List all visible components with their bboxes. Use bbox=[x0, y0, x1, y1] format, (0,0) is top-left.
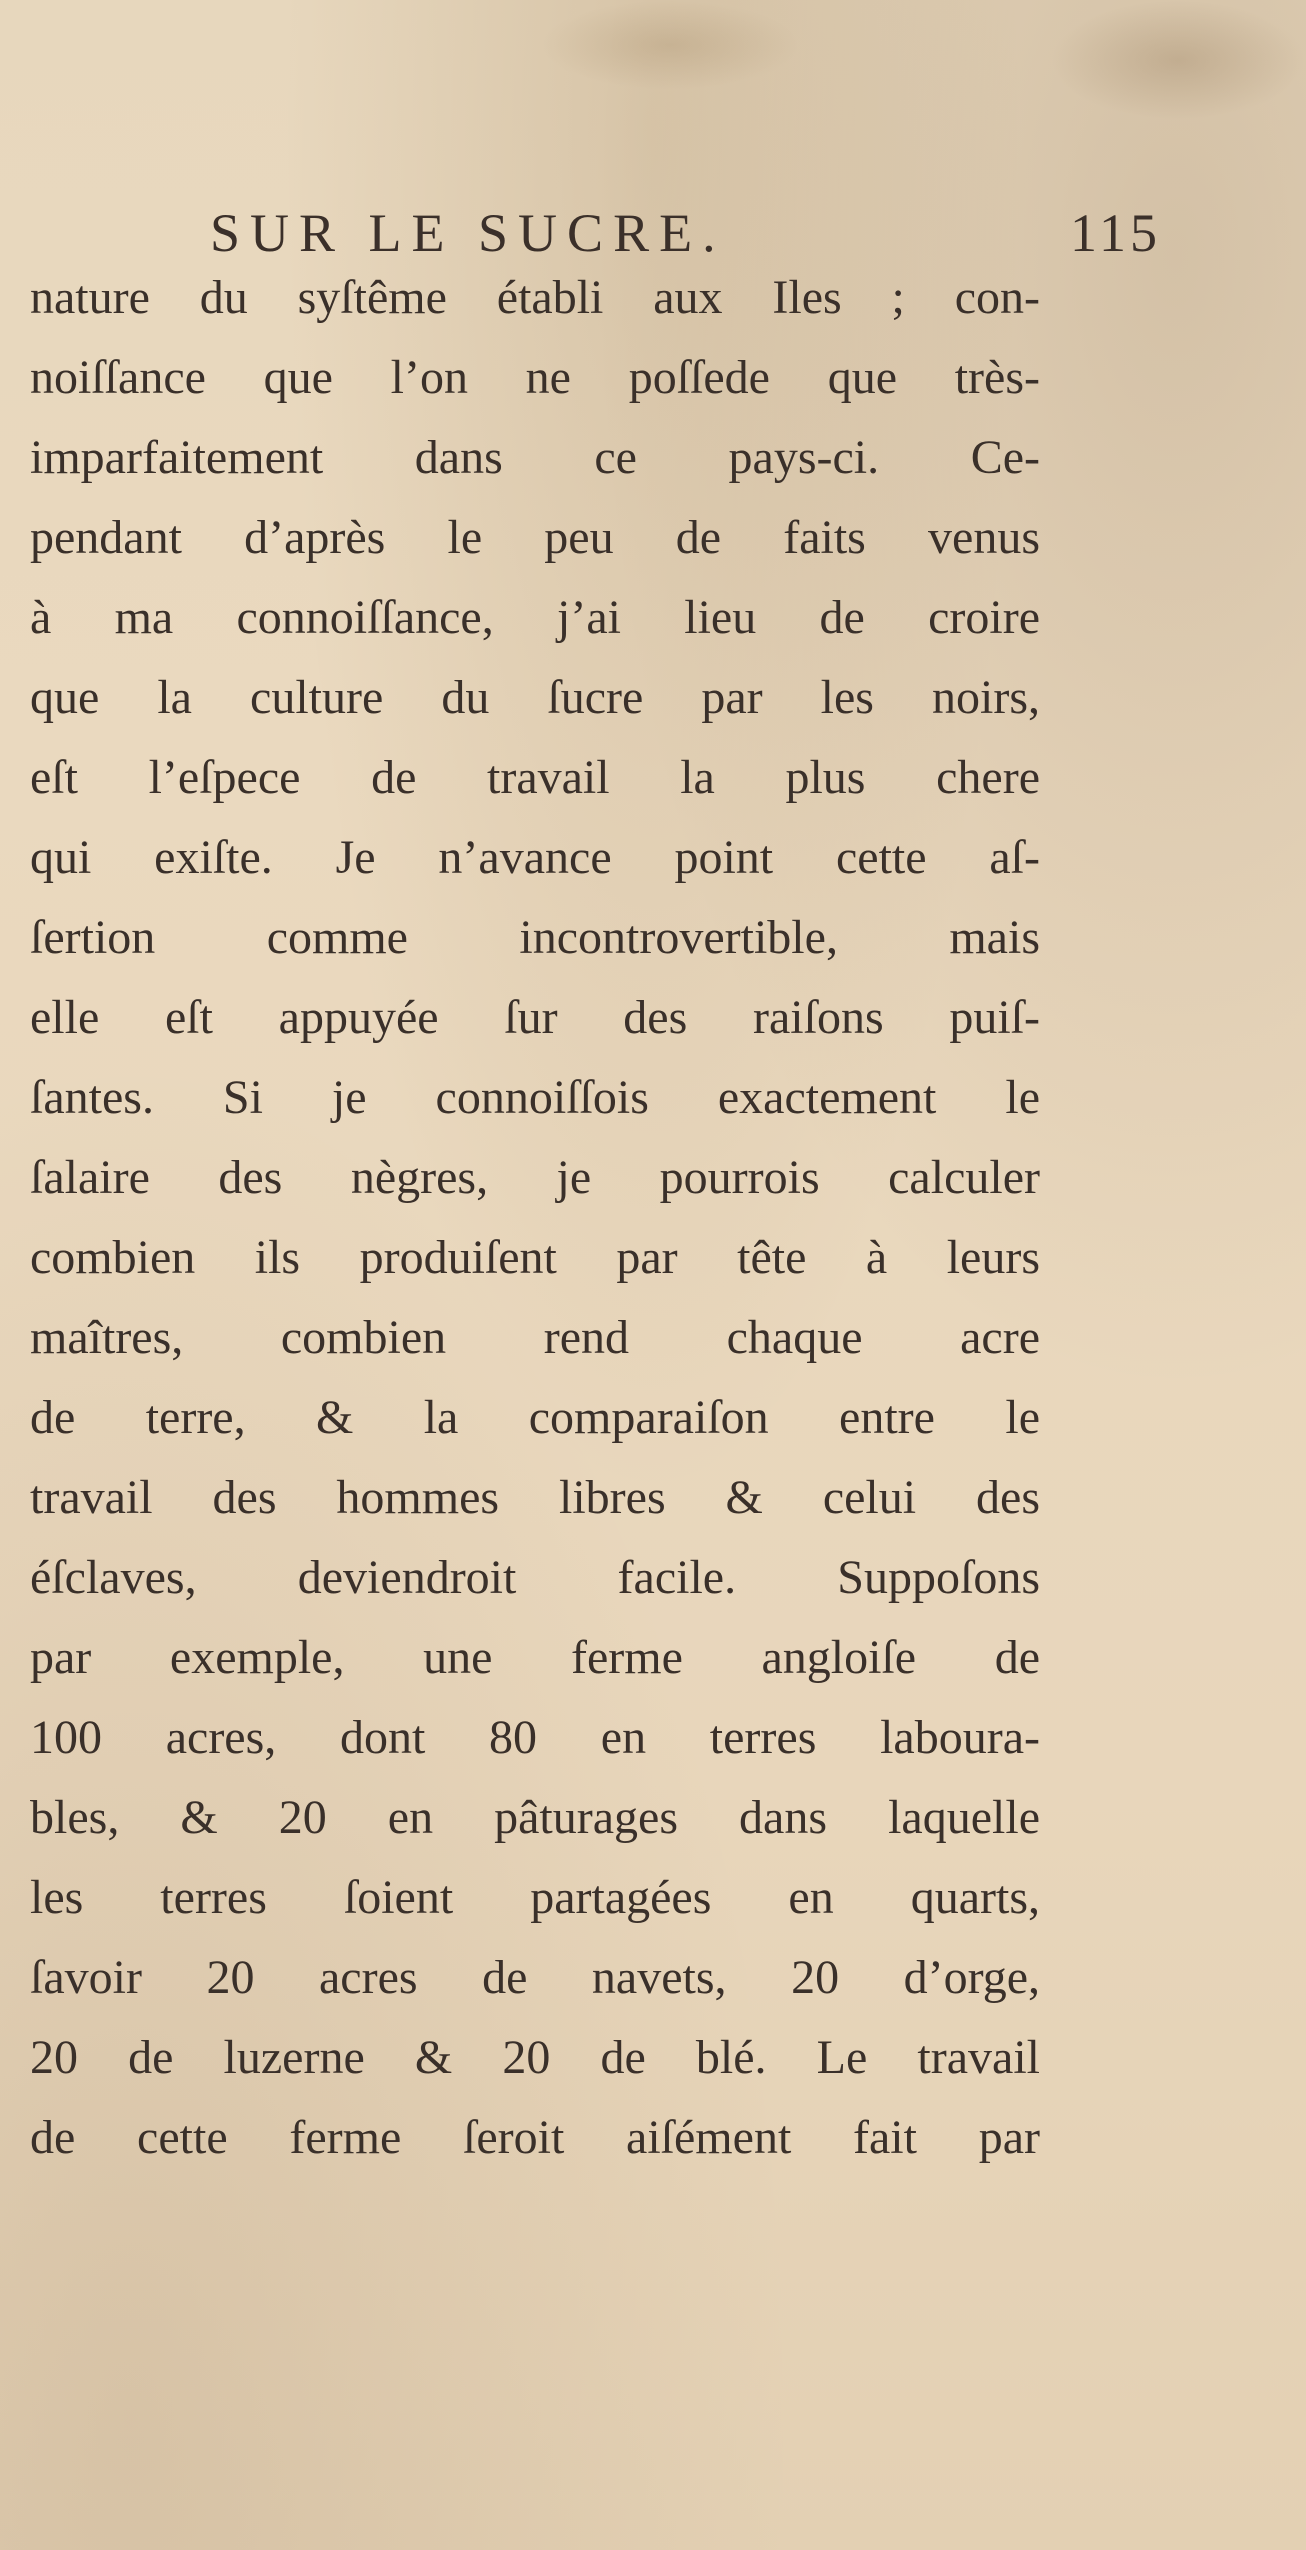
text-line: bles, & 20 en pâturages dans laquelle bbox=[30, 1791, 1040, 1844]
text-line: de terre, & la comparaiſon entre le bbox=[30, 1391, 1040, 1444]
text-line: elle eſt appuyée ſur des raiſons puiſ- bbox=[30, 991, 1040, 1044]
text-line: éſclaves, deviendroit facile. Suppoſons bbox=[30, 1551, 1040, 1604]
text-line: 100 acres, dont 80 en terres laboura- bbox=[30, 1711, 1040, 1764]
text-line: 20 de luzerne & 20 de blé. Le travail bbox=[30, 2031, 1040, 2084]
text-line: maîtres, combien rend chaque acre bbox=[30, 1311, 1040, 1364]
paper-stain bbox=[540, 0, 800, 90]
text-line: travail des hommes libres & celui des bbox=[30, 1471, 1040, 1524]
text-line: que la culture du ſucre par les noirs, bbox=[30, 671, 1040, 724]
text-line: noiſſance que l’on ne poſſede que très- bbox=[30, 351, 1040, 404]
text-line: les terres ſoient partagées en quarts, bbox=[30, 1871, 1040, 1924]
text-line: ſantes. Si je connoiſſois exactement le bbox=[30, 1071, 1040, 1124]
text-line: eſt l’eſpece de travail la plus chere bbox=[30, 751, 1040, 804]
text-line: par exemple, une ferme angloiſe de bbox=[30, 1631, 1040, 1684]
text-line: à ma connoiſſance, j’ai lieu de croire bbox=[30, 591, 1040, 644]
text-line: combien ils produiſent par tête à leurs bbox=[30, 1231, 1040, 1284]
running-title: SUR LE SUCRE. bbox=[210, 203, 726, 263]
page-number: 115 bbox=[1070, 203, 1161, 263]
paper-stain bbox=[1050, 0, 1306, 120]
text-line: pendant d’après le peu de faits venus bbox=[30, 511, 1040, 564]
text-line: nature du syſtême établi aux Iles ; con- bbox=[30, 271, 1040, 324]
body-text bbox=[30, 258, 1040, 2178]
text-line: de cette ferme ſeroit aiſément fait par bbox=[30, 2111, 1040, 2164]
text-line: ſalaire des nègres, je pourrois calculer bbox=[30, 1151, 1040, 1204]
text-line: ſertion comme incontrovertible, mais bbox=[30, 911, 1040, 964]
text-line: ſavoir 20 acres de navets, 20 d’orge, bbox=[30, 1951, 1040, 2004]
text-line: imparfaitement dans ce pays-ci. Ce- bbox=[30, 431, 1040, 484]
text-line: qui exiſte. Je n’avance point cette aſ- bbox=[30, 831, 1040, 884]
